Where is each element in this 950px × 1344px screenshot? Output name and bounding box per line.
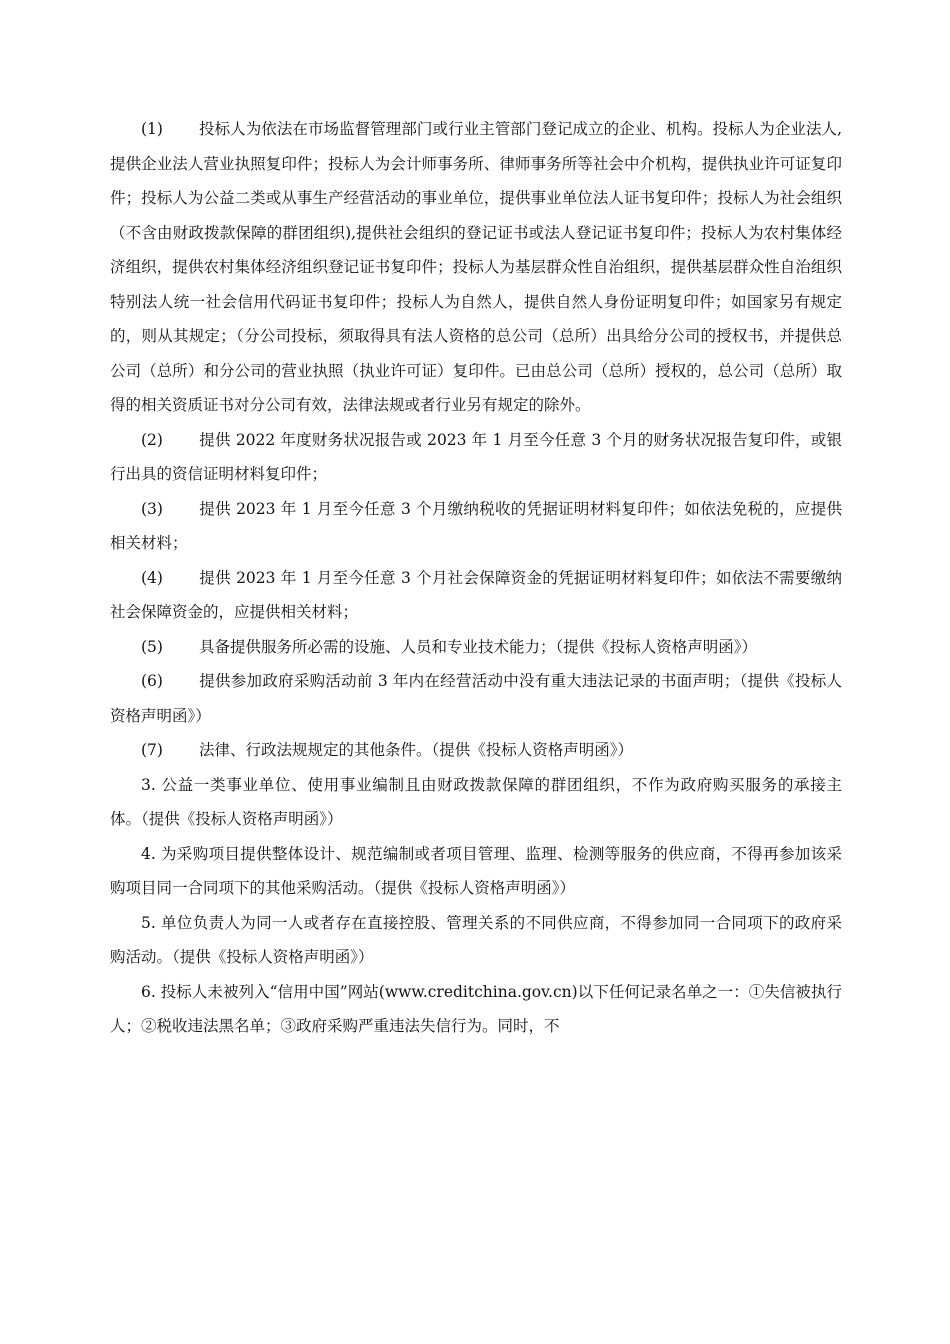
paragraph-item-5 (110, 630, 842, 665)
paragraph-text: 具备提供服务所必需的设施、人员和专业技术能力；（提供《投标人资格声明函》） (199, 637, 758, 656)
paragraph-item-2 (110, 423, 842, 492)
item-number: (1) (141, 120, 163, 138)
item-number: (2) (141, 430, 163, 449)
paragraph-item-4 (110, 561, 842, 630)
document-page (110, 112, 842, 1044)
item-number: (4) (141, 568, 163, 587)
paragraph-text: 提供 2022 年度财务状况报告或 2023 年 1 月至今任意 3 个月的财务状况报告复印件，或银行出具的资信证明材料复印件； (110, 430, 842, 483)
item-number: (7) (141, 741, 163, 759)
paragraph-text: 投标人为依法在市场监督管理部门或行业主管部门登记成立的企业、机构。投标人为企业法人,提供企业法人营业执照复印件；投标人为会计师事务所、律师事务所等社会中介机构，提供执业许可证复印件；投标人为公益二类或从事生产经营活动的事业单位，提供事业单位法人证书复印件；投标人为社会组织（不含由财政拨款保障的群团组织),提供社会组织的登记证书或法人登记证书复印件；投标人为农村集体经济组织，提供农村集体经济组织登记证书复印件；投标人为基层群众性自治组织，提供基层群众性自治组织特别法人统一社会信用代码证书复印件；投标人为自然人，提供自然人身份证明复印件；如国家另有规定的，则从其规定；（分公司投标，须取得具有法人资格的总公司（总所）出具给分公司的授权书，并提供总公司（总所）和分公司的营业执照（执业许可证）复印件。已由总公司（总所）授权的，总公司（总所）取得的相关资质证书对分公司有效，法律法规或者行业另有规定的除外。 (110, 120, 842, 414)
paragraph-item-1 (110, 112, 842, 423)
paragraph-6: 6. 投标人未被列入“信用中国”网站(www.creditchina.gov.cn)以下任何记录名单之一：①失信被执行人；②税收违法黑名单；③政府采购严重违法失信行为。同时，不 (110, 982, 842, 1035)
paragraph-4: 4. 为采购项目提供整体设计、规范编制或者项目管理、监理、检测等服务的供应商，不得再参加该采购项目同一合同项下的其他采购活动。（提供《投标人资格声明函》） (110, 844, 842, 897)
item-number: (3) (141, 499, 163, 518)
paragraph-text: 提供 2023 年 1 月至今任意 3 个月缴纳税收的凭据证明材料复印件；如依法免税的，应提供相关材料； (110, 499, 842, 552)
item-number: (5) (141, 637, 163, 656)
paragraph-item-6 (110, 664, 842, 733)
item-number: (6) (141, 672, 163, 690)
paragraph-text: 提供 2023 年 1 月至今任意 3 个月社会保障资金的凭据证明材料复印件；如依法不需要缴纳社会保障资金的，应提供相关材料； (110, 568, 842, 621)
paragraph-text: 法律、行政法规规定的其他条件。（提供《投标人资格声明函》） (199, 741, 634, 759)
paragraph-item-3 (110, 492, 842, 561)
paragraph-5: 5. 单位负责人为同一人或者存在直接控股、管理关系的不同供应商，不得参加同一合同项下的政府采购活动。（提供《投标人资格声明函》） (110, 913, 842, 966)
paragraph-item-7 (110, 733, 842, 768)
paragraph-text: 提供参加政府采购活动前 3 年内在经营活动中没有重大违法记录的书面声明；（提供《投标人资格声明函》） (110, 672, 842, 725)
paragraph-3: 3. 公益一类事业单位、使用事业编制且由财政拨款保障的群团组织，不作为政府购买服务的承接主体。（提供《投标人资格声明函》） (110, 775, 842, 828)
